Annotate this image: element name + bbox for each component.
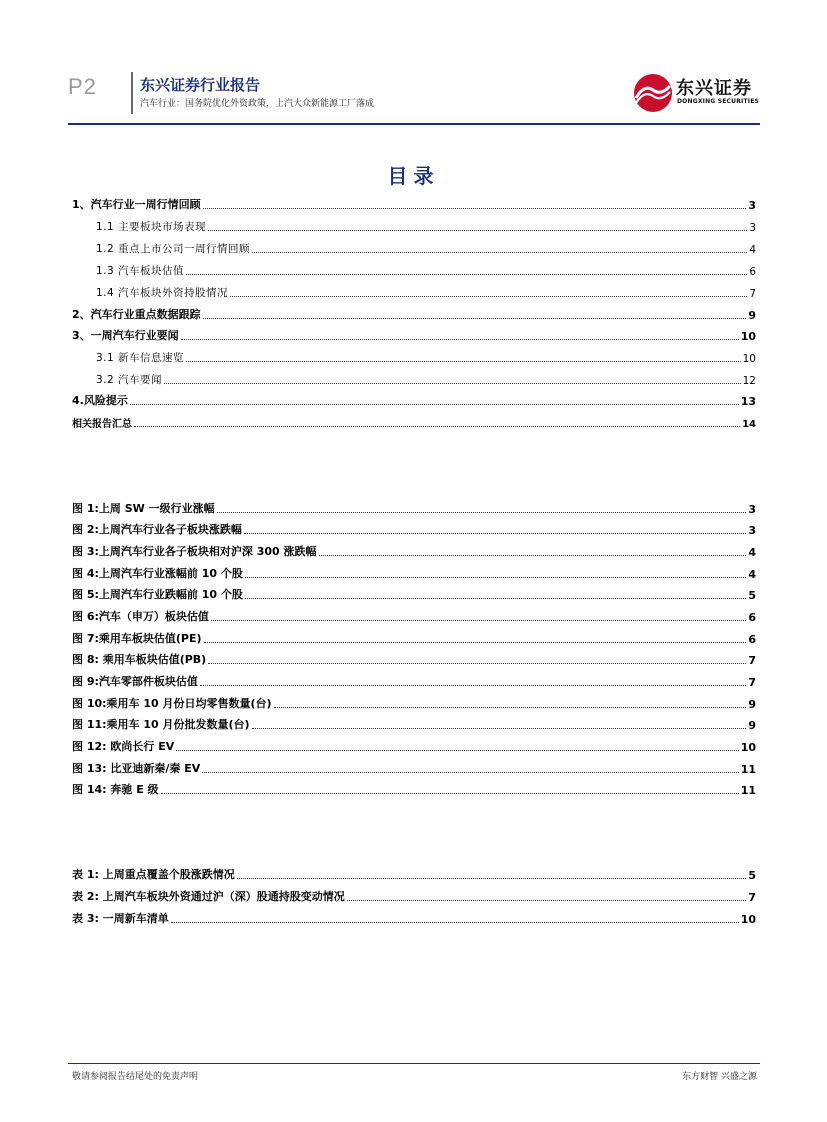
- toc-entry-page: 10: [742, 353, 756, 365]
- figure-entry[interactable]: [72, 716, 756, 732]
- figure-entry-page: 5: [748, 589, 756, 602]
- leader-dots: [134, 425, 740, 427]
- toc-entry-page: 10: [740, 330, 756, 343]
- toc-entry-page: 4: [749, 244, 756, 256]
- toc-entry-page: 14: [742, 419, 756, 430]
- figure-entry-page: 9: [748, 719, 756, 732]
- header-divider: [131, 72, 133, 114]
- table-entry-label: 表 2: 上周汽车板块外资通过沪（深）股通持股变动情况: [72, 890, 345, 903]
- toc-entry-page: 12: [742, 375, 756, 387]
- leader-dots: [347, 899, 747, 901]
- figure-entry-page: 4: [748, 546, 756, 559]
- toc-entry[interactable]: [96, 284, 756, 300]
- table-entry-page: 7: [748, 891, 756, 904]
- figure-entry-label: 图 3:上周汽车行业各子板块相对沪深 300 涨跌幅: [72, 545, 317, 558]
- footer-slogan: 东方财智 兴盛之源: [682, 1072, 757, 1082]
- figure-entry-page: 3: [748, 503, 756, 516]
- toc-entry-label: 1.3 汽车板块估值: [96, 265, 185, 277]
- leader-dots: [230, 295, 747, 297]
- toc-entry-page: 13: [740, 395, 756, 408]
- leader-dots: [186, 273, 747, 275]
- figure-entry[interactable]: [72, 565, 756, 581]
- figure-entry-label: 图 12: 欧尚长行 EV: [72, 740, 175, 753]
- leader-dots: [208, 662, 746, 664]
- table-entry-label: 表 1: 上周重点覆盖个股涨跌情况: [72, 868, 235, 881]
- figure-entry[interactable]: [72, 521, 756, 537]
- figure-entry-page: 11: [740, 784, 756, 797]
- toc-entry[interactable]: [96, 371, 756, 387]
- toc-entry[interactable]: [72, 196, 756, 212]
- toc-entry[interactable]: [72, 392, 756, 408]
- figure-entry-page: 9: [748, 698, 756, 711]
- figure-entry-page: 4: [748, 568, 756, 581]
- leader-dots: [211, 619, 746, 621]
- toc-title: 目录: [387, 164, 440, 188]
- toc-entry-label: 3.1 新车信息速览: [96, 352, 185, 364]
- table-entry-page: 5: [748, 869, 756, 882]
- toc-entry-label: 4.风险提示: [72, 394, 128, 407]
- figure-entry[interactable]: [72, 781, 756, 797]
- table-entry[interactable]: [72, 866, 756, 882]
- figure-entry-label: 图 14: 奔驰 E 级: [72, 783, 159, 796]
- footer-rule: [68, 1063, 760, 1064]
- figure-entry-label: 图 13: 比亚迪新秦/秦 EV: [72, 762, 201, 775]
- figure-entry[interactable]: [72, 608, 756, 624]
- leader-dots: [130, 403, 739, 405]
- figure-entry[interactable]: [72, 738, 756, 754]
- toc-entry[interactable]: [96, 349, 756, 365]
- figure-entry[interactable]: [72, 695, 756, 711]
- leader-dots: [203, 207, 747, 209]
- toc-entry-label: 3.2 汽车要闻: [96, 374, 163, 386]
- toc-entry-page: 9: [748, 309, 756, 322]
- figure-entry-page: 6: [748, 611, 756, 624]
- table-entry-page: 10: [740, 913, 756, 926]
- figure-entry-page: 3: [748, 524, 756, 537]
- leader-dots: [204, 641, 747, 643]
- toc-entry-label: 1.4 汽车板块外资持股情况: [96, 287, 229, 299]
- leader-dots: [202, 771, 738, 773]
- figure-entry[interactable]: [72, 586, 756, 602]
- toc-entry[interactable]: [72, 306, 756, 322]
- figure-entry-label: 图 2:上周汽车行业各子板块涨跌幅: [72, 523, 242, 536]
- toc-entry[interactable]: [72, 327, 756, 343]
- toc-entry-label: 1、汽车行业一周行情回顾: [72, 198, 201, 211]
- figure-entry-label: 图 4:上周汽车行业涨幅前 10 个股: [72, 567, 243, 580]
- leader-dots: [245, 576, 746, 578]
- table-entry[interactable]: [72, 910, 756, 926]
- toc-entry[interactable]: [72, 414, 756, 430]
- figure-entry[interactable]: [72, 630, 756, 646]
- figure-entry-page: 6: [748, 633, 756, 646]
- page-number: P2: [68, 74, 97, 99]
- toc-entry-page: 7: [749, 288, 756, 300]
- figure-entry-label: 图 7:乘用车板块估值(PE): [72, 632, 202, 645]
- leader-dots: [217, 511, 747, 513]
- figure-entry-page: 11: [740, 763, 756, 776]
- toc-entry-page: 3: [749, 222, 756, 234]
- toc-entry-page: 3: [748, 199, 756, 212]
- footer-disclaimer: 敬请参阅报告结尾处的免责声明: [72, 1072, 199, 1082]
- report-subtitle: 汽车行业：国务院优化外资政策，上汽大众新能源工厂落成: [140, 99, 375, 109]
- figure-entry-page: 7: [748, 676, 756, 689]
- logo-text: 东兴证券: [676, 78, 752, 99]
- leader-dots: [171, 921, 739, 923]
- report-name: 东兴证券行业报告: [140, 76, 261, 94]
- leader-dots: [237, 877, 747, 879]
- leader-dots: [274, 706, 747, 708]
- leader-dots: [161, 792, 739, 794]
- toc-entry-label: 1.1 主要板块市场表现: [96, 221, 207, 233]
- figure-entry-label: 图 6:汽车（申万）板块估值: [72, 610, 209, 623]
- leader-dots: [164, 382, 741, 384]
- toc-entry-label: 3、一周汽车行业要闻: [72, 329, 179, 342]
- leader-dots: [208, 229, 747, 231]
- figure-entry-label: 图 11:乘用车 10 月份批发数量(台): [72, 718, 250, 731]
- toc-entry[interactable]: [96, 262, 756, 278]
- toc-entry[interactable]: [96, 218, 756, 234]
- table-entry-label: 表 3: 一周新车清单: [72, 912, 169, 925]
- leader-dots: [245, 597, 746, 599]
- leader-dots: [319, 554, 747, 556]
- figure-entry-label: 图 9:汽车零部件板块估值: [72, 675, 198, 688]
- figure-entry-label: 图 8: 乘用车板块估值(PB): [72, 653, 207, 666]
- figure-entry[interactable]: [72, 651, 756, 667]
- figure-entry-label: 图 5:上周汽车行业跌幅前 10 个股: [72, 588, 243, 601]
- leader-dots: [252, 251, 747, 253]
- figure-entry-page: 7: [748, 654, 756, 667]
- leader-dots: [200, 684, 746, 686]
- toc-entry-page: 6: [749, 266, 756, 278]
- figure-entry-page: 10: [740, 741, 756, 754]
- toc-entry-label: 相关报告汇总: [72, 419, 132, 430]
- figure-entry-label: 图 1:上周 SW 一级行业涨幅: [72, 502, 215, 515]
- table-entry[interactable]: [72, 888, 756, 904]
- toc-entry-label: 2、汽车行业重点数据跟踪: [72, 308, 201, 321]
- toc-entry-label: 1.2 重点上市公司一周行情回顾: [96, 243, 251, 255]
- figure-entry-label: 图 10:乘用车 10 月份日均零售数量(台): [72, 697, 272, 710]
- header-rule: [68, 123, 760, 125]
- leader-dots: [186, 360, 741, 362]
- leader-dots: [244, 532, 746, 534]
- leader-dots: [176, 749, 738, 751]
- logo-english-text: DONGXING SECURITIES: [677, 98, 760, 105]
- figure-entry[interactable]: [72, 673, 756, 689]
- page-header: [0, 0, 827, 130]
- toc-entry[interactable]: [96, 240, 756, 256]
- leader-dots: [181, 338, 739, 340]
- figure-entry[interactable]: [72, 500, 756, 516]
- figure-entry[interactable]: [72, 760, 756, 776]
- figure-entry[interactable]: [72, 543, 756, 559]
- leader-dots: [252, 727, 747, 729]
- leader-dots: [203, 317, 747, 319]
